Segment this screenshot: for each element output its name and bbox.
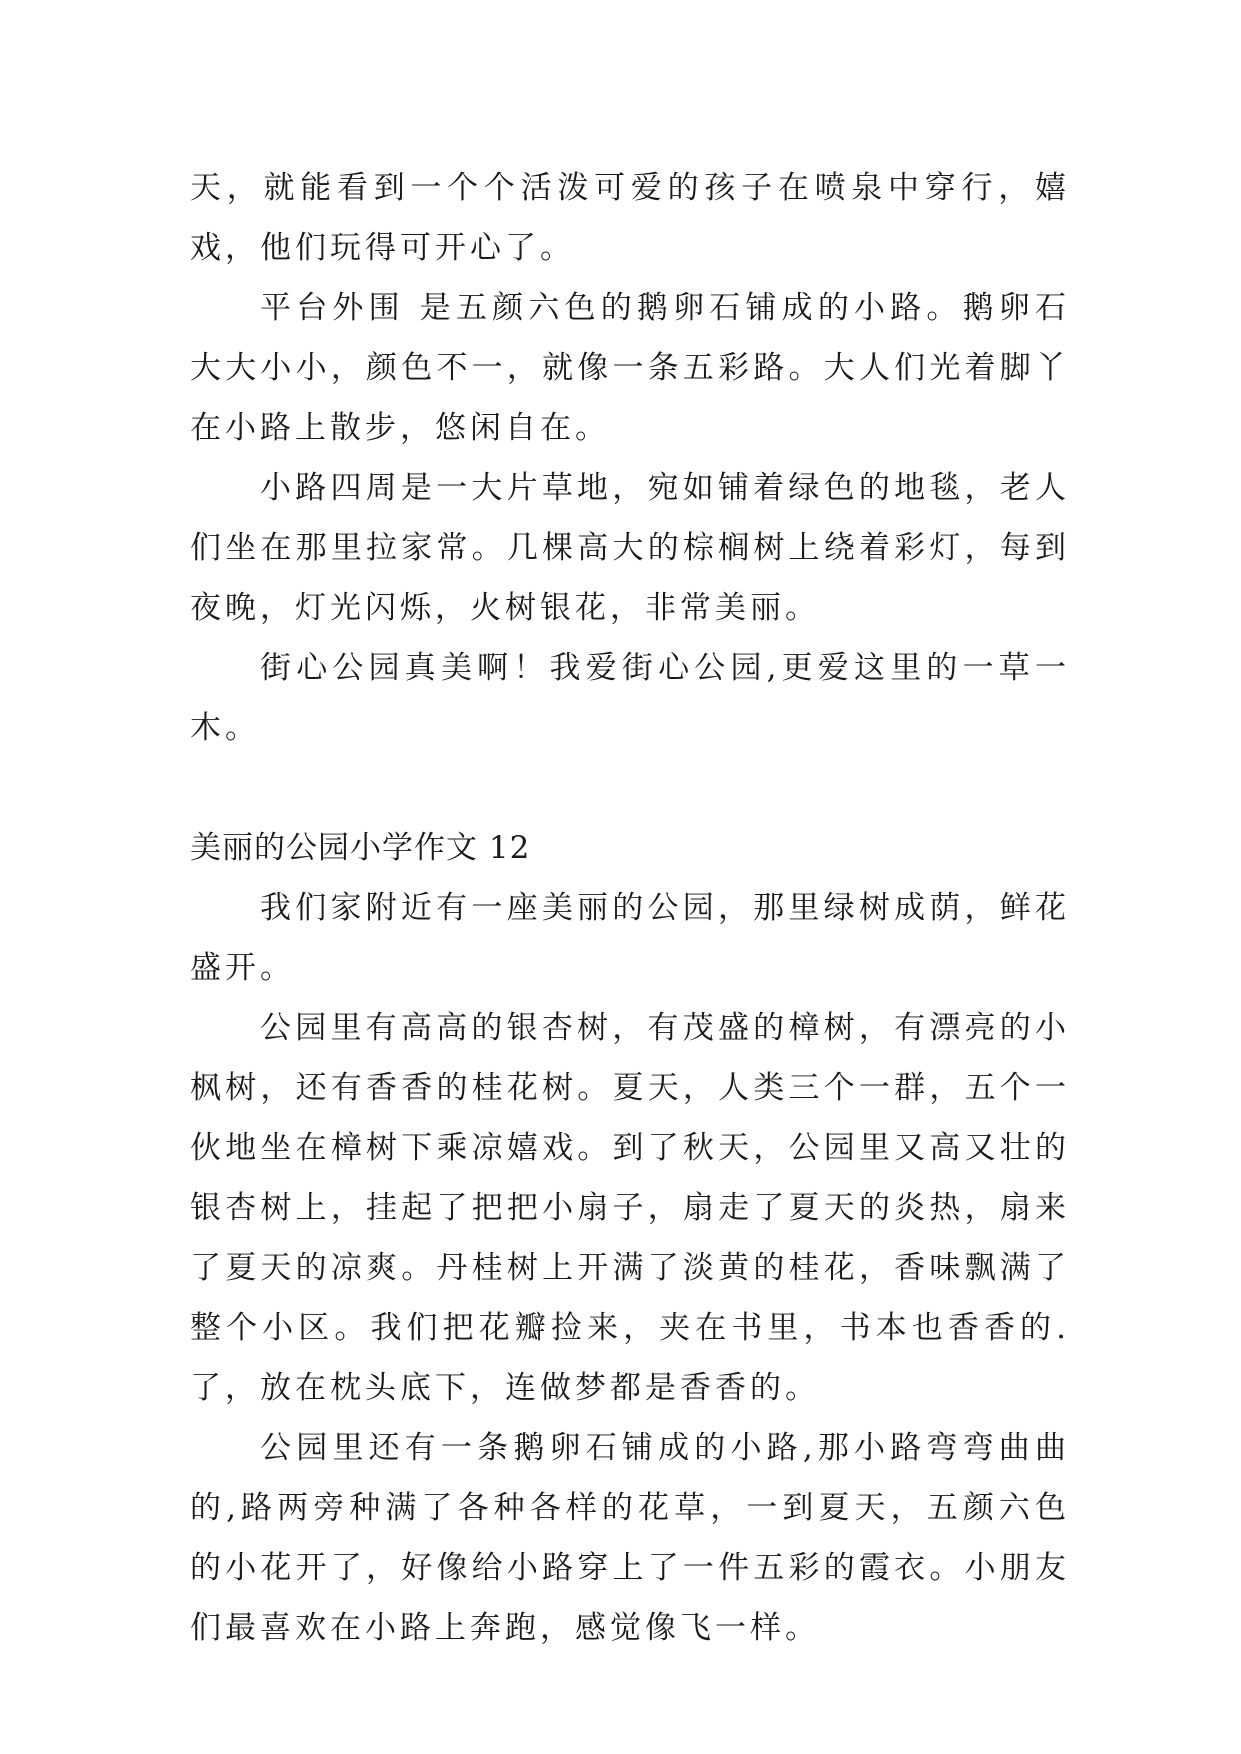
paragraph-lawn: 小路四周是一大片草地，宛如铺着绿色的地毯，老人们坐在那里拉家常。几棵高大的棕榈树上绕着彩灯，每到夜晚，灯光闪烁，火树银花，非常美丽。 [190, 470, 1070, 626]
paragraph-conclusion: 街心公园真美啊！我爱街心公园,更爱这里的一草一木。 [190, 650, 1070, 746]
paragraph-path: 公园里还有一条鹅卵石铺成的小路,那小路弯弯曲曲的,路两旁种满了各种各样的花草，一到夏天，五颜六色的小花开了，好像给小路穿上了一件五彩的霞衣。小朋友们最喜欢在小路上奔跑，感觉像飞一样。 [190, 1430, 1070, 1646]
document-body [190, 158, 1070, 1658]
paragraph-continued: 天，就能看到一个个活泼可爱的孩子在喷泉中穿行，嬉戏，他们玩得可开心了。 [190, 170, 1070, 266]
paragraph-park-intro: 我们家附近有一座美丽的公园，那里绿树成荫，鲜花盛开。 [190, 890, 1070, 986]
section-title: 美丽的公园小学作文 12 [190, 830, 531, 866]
paragraph-trees: 公园里有高高的银杏树，有茂盛的樟树，有漂亮的小枫树，还有香香的桂花树。夏天，人类三个一群，五个一伙地坐在樟树下乘凉嬉戏。到了秋天，公园里又高又壮的银杏树上，挂起了把把小扇子，扇走了夏天的炎热，扇来了夏天的凉爽。丹桂树上开满了淡黄的桂花，香味飘满了整个小区。我们把花瓣捡来，夹在书里，书本也香香的.了，放在枕头底下，连做梦都是香香的。 [190, 1010, 1070, 1406]
paragraph-pebble-path: 平台外围 是五颜六色的鹅卵石铺成的小路。鹅卵石大大小小，颜色不一，就像一条五彩路。大人们光着脚丫在小路上散步，悠闲自在。 [190, 290, 1070, 446]
